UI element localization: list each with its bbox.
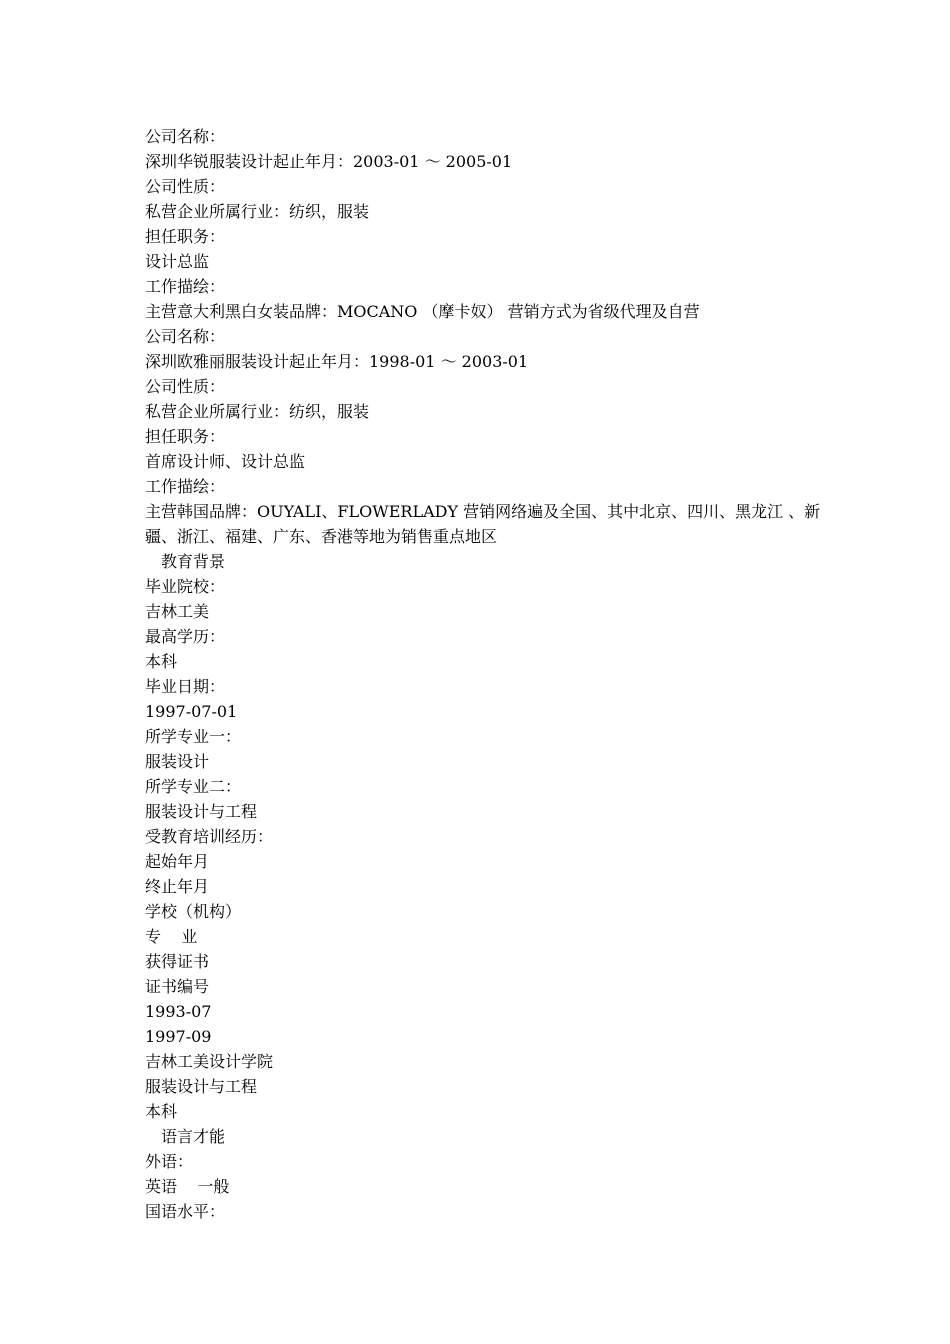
training-header-school: 学校（机构） xyxy=(145,902,242,921)
company-name-label-1: 公司名称： xyxy=(145,127,226,146)
training-header-end: 终止年月 xyxy=(145,877,210,896)
training-header-certificate: 获得证书 xyxy=(145,952,210,971)
company-period-2: 深圳欧雅丽服装设计起止年月：1998-01 ～ 2003-01 xyxy=(145,352,529,371)
major-1-label: 所学专业一： xyxy=(145,727,242,746)
foreign-language-value: 英语 一般 xyxy=(145,1177,230,1196)
training-major-value: 服装设计与工程 xyxy=(145,1077,258,1096)
school-value: 吉林工美 xyxy=(145,602,210,621)
school-label: 毕业院校： xyxy=(145,577,226,596)
training-end-value: 1997-09 xyxy=(145,1027,212,1046)
major-2-value: 服装设计与工程 xyxy=(145,802,258,821)
training-certificate-value: 本科 xyxy=(145,1102,178,1121)
graduation-date-value: 1997-07-01 xyxy=(145,702,238,721)
training-school-value: 吉林工美设计学院 xyxy=(145,1052,274,1071)
job-description-2: 主营韩国品牌：OUYALI、FLOWERLADY 营销网络遍及全国、其中北京、四川、黑龙江 、新疆、浙江、福建、广东、香港等地为销售重点地区 xyxy=(145,502,821,546)
training-start-value: 1993-07 xyxy=(145,1002,212,1021)
degree-label: 最高学历： xyxy=(145,627,226,646)
company-nature-label-1: 公司性质： xyxy=(145,177,226,196)
training-header-certificate-no: 证书编号 xyxy=(145,977,210,996)
position-value-2: 首席设计师、设计总监 xyxy=(145,452,306,471)
position-value-1: 设计总监 xyxy=(145,252,210,271)
section-heading-language: 语言才能 xyxy=(161,1127,226,1146)
company-name-label-2: 公司名称： xyxy=(145,327,226,346)
job-description-label-1: 工作描绘： xyxy=(145,277,226,296)
major-1-value: 服装设计 xyxy=(145,752,210,771)
position-label-2: 担任职务： xyxy=(145,427,226,446)
section-heading-education: 教育背景 xyxy=(161,552,226,571)
training-header-major: 专 业 xyxy=(145,927,198,946)
degree-value: 本科 xyxy=(145,652,178,671)
training-history-label: 受教育培训经历： xyxy=(145,827,274,846)
job-description-label-2: 工作描绘： xyxy=(145,477,226,496)
foreign-language-label: 外语： xyxy=(145,1152,194,1171)
major-2-label: 所学专业二： xyxy=(145,777,242,796)
job-description-1: 主营意大利黑白女装品牌：MOCANO （摩卡奴） 营销方式为省级代理及自营 xyxy=(145,302,700,321)
resume-body xyxy=(145,124,835,1224)
position-label-1: 担任职务： xyxy=(145,227,226,246)
company-nature-label-2: 公司性质： xyxy=(145,377,226,396)
company-industry-2: 私营企业所属行业：纺织，服装 xyxy=(145,402,370,421)
graduation-date-label: 毕业日期： xyxy=(145,677,226,696)
mandarin-level-label: 国语水平： xyxy=(145,1202,226,1221)
company-period-1: 深圳华锐服装设计起止年月：2003-01 ～ 2005-01 xyxy=(145,152,513,171)
training-header-start: 起始年月 xyxy=(145,852,210,871)
company-industry-1: 私营企业所属行业：纺织，服装 xyxy=(145,202,370,221)
